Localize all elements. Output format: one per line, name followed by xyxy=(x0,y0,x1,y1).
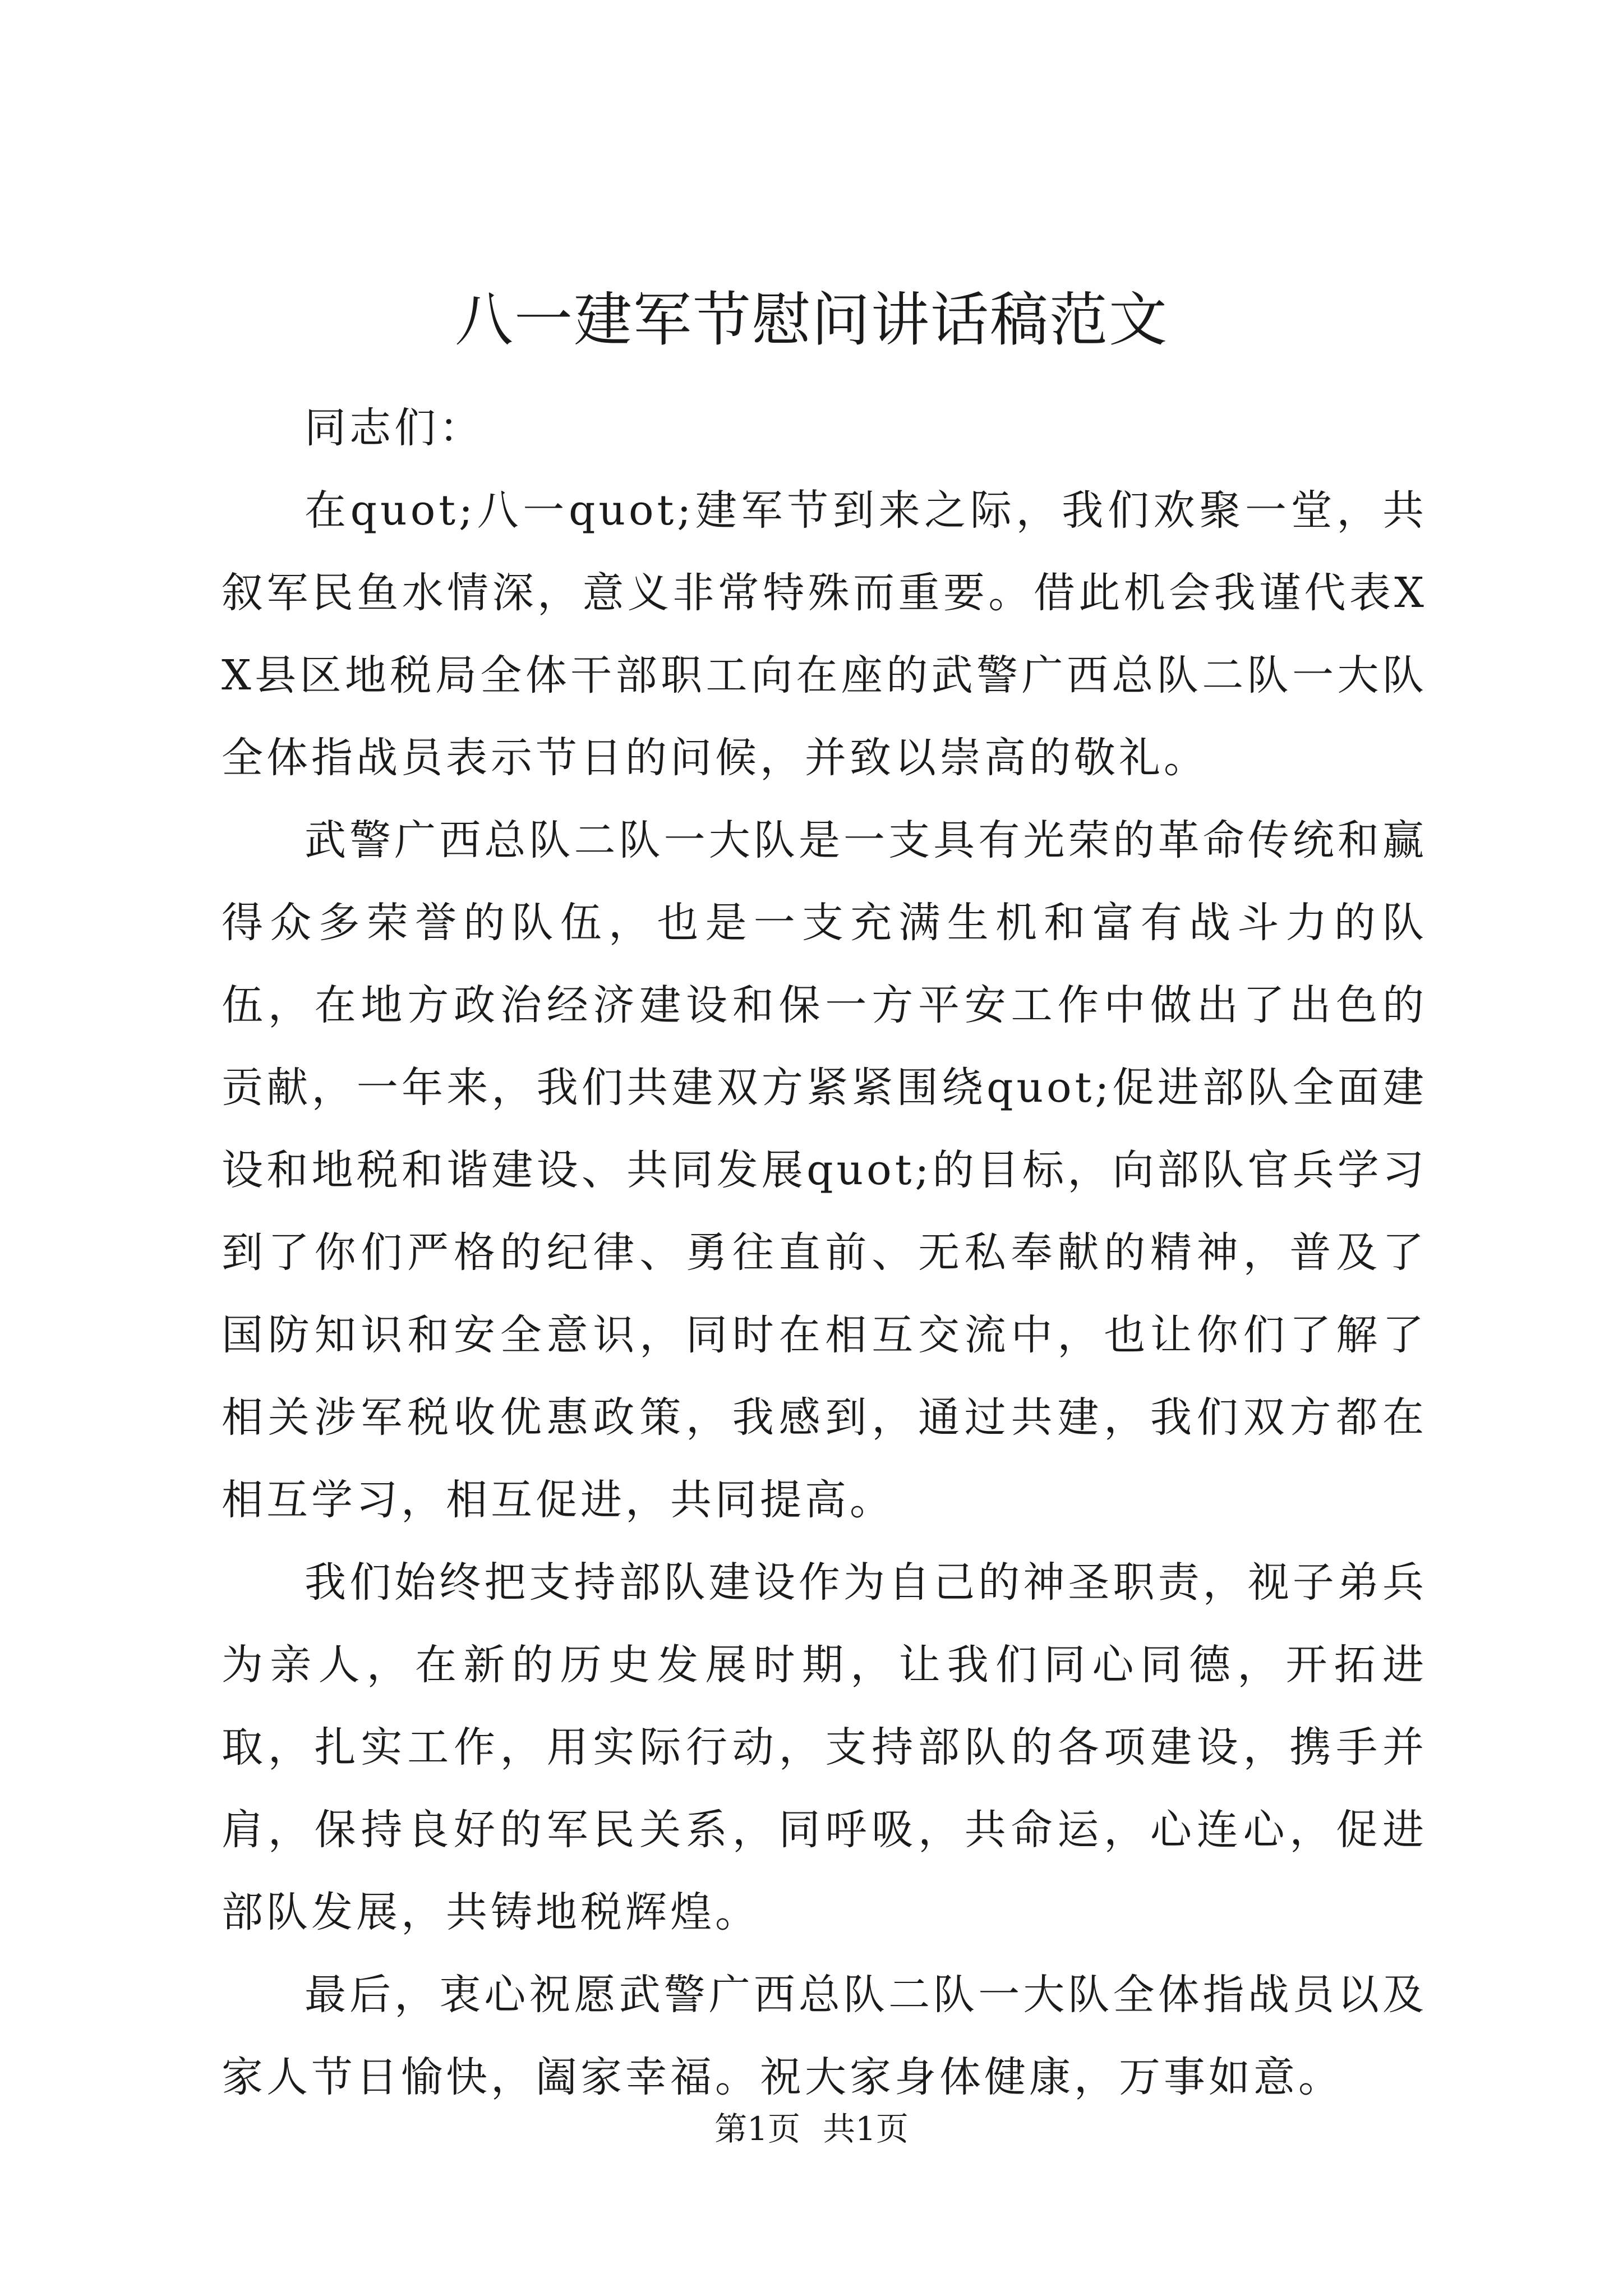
paragraph-1: 在quot;八一quot;建军节到来之际，我们欢聚一堂，共叙军民鱼水情深，意义非常特殊而重要。借此机会我谨代表XX县区地税局全体干部职工向在座的武警广西总队二队一大队全体指战员表示节日的问候，并致以崇高的敬礼。 xyxy=(222,486,1427,782)
paragraph-3: 我们始终把支持部队建设作为自己的神圣职责，视子弟兵为亲人，在新的历史发展时期，让我们同心同德，开拓进取，扎实工作，用实际行动，支持部队的各项建设，携手并肩，保持良好的军民关系，同呼吸，共命运，心连心，促进部队发展，共铸地税辉煌。 xyxy=(222,1558,1427,1936)
paragraph-4: 最后，衷心祝愿武警广西总队二队一大队全体指战员以及家人节日愉快，阖家幸福。祝大家身体健康，万事如意。 xyxy=(222,1971,1427,2101)
salutation: 同志们： xyxy=(305,404,484,452)
document-body xyxy=(222,387,1427,2119)
page-footer xyxy=(0,2106,1623,2151)
document-title: 八一建军节慰问讲话稿范文 xyxy=(454,286,1168,354)
paragraph-2: 武警广西总队二队一大队是一支具有光荣的革命传统和赢得众多荣誉的队伍，也是一支充满生机和富有战斗力的队伍，在地方政治经济建设和保一方平安工作中做出了出色的贡献，一年来，我们共建双方紧紧围绕quot;促进部队全面建设和地税和谐建设、共同发展quot;的目标，向部队官兵学习到了你们严格的纪律、勇往直前、无私奉献的精神，普及了国防知识和安全意识，同时在相互交流中，也让你们了解了相关涉军税收优惠政策，我感到，通过共建，我们双方都在相互学习，相互促进，共同提高。 xyxy=(222,816,1427,1524)
page-number-current: 第1页 xyxy=(714,2110,800,2148)
page-number-total: 共1页 xyxy=(823,2110,909,2148)
